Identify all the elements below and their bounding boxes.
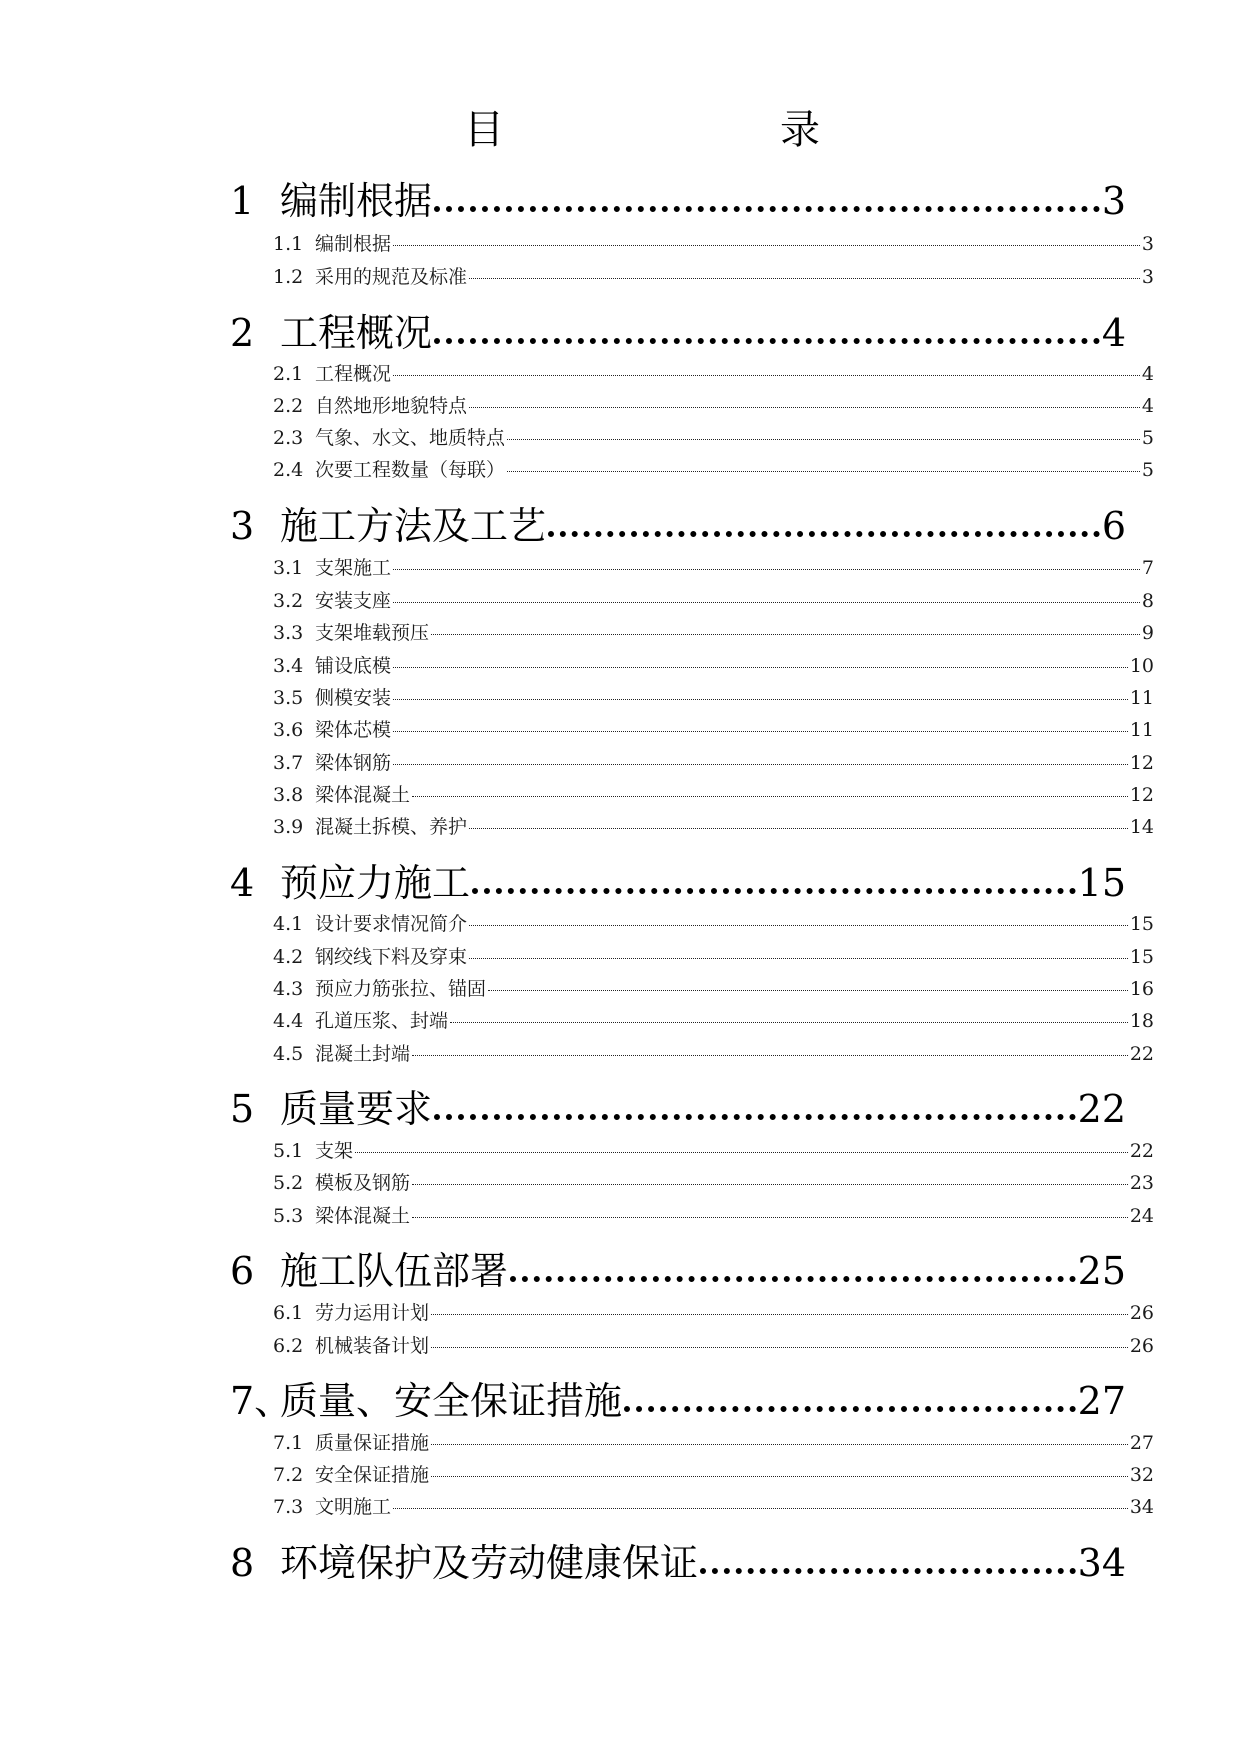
toc-entry-page-number: 32 — [1129, 1464, 1154, 1486]
toc-section-entry[interactable] — [273, 651, 1154, 681]
toc-entry-number: 2.4 — [273, 459, 304, 481]
toc-entry-title: 支架施工 — [315, 557, 392, 579]
toc-entry-number: 1.1 — [273, 233, 304, 255]
toc-entry-page-number: 15 — [1077, 861, 1126, 905]
toc-dot-leader — [507, 439, 1140, 440]
toc-dot-leader — [434, 206, 1100, 212]
toc-entry-page-number: 3 — [1101, 179, 1126, 223]
toc-entry-number: 7.2 — [273, 1464, 304, 1486]
toc-section-entry[interactable] — [273, 974, 1154, 1004]
toc-section-entry[interactable] — [273, 909, 1154, 939]
toc-entry-page-number: 9 — [1141, 622, 1154, 644]
toc-entry-title: 梁体混凝土 — [315, 784, 411, 806]
toc-entry-title: 预应力施工 — [280, 861, 471, 905]
toc-dot-leader — [393, 731, 1128, 732]
toc-entry-title: 气象、水文、地质特点 — [315, 427, 506, 449]
toc-dot-leader — [510, 1276, 1076, 1282]
toc-dot-leader — [412, 1184, 1128, 1185]
toc-entry-number: 3.1 — [273, 557, 304, 579]
toc-entry-title: 梁体混凝土 — [315, 1205, 411, 1227]
toc-dot-leader — [431, 1476, 1128, 1477]
toc-entry-number: 4.2 — [273, 946, 304, 968]
toc-entry-number: 2.3 — [273, 427, 304, 449]
toc-dot-leader — [431, 1347, 1128, 1348]
toc-entry-number: 5 — [230, 1087, 255, 1131]
toc-entry-title: 支架堆载预压 — [315, 622, 430, 644]
toc-section-entry[interactable] — [273, 586, 1154, 616]
toc-section-entry[interactable] — [273, 423, 1154, 453]
toc-entry-title: 自然地形地貌特点 — [315, 395, 468, 417]
toc-chapter-entry[interactable] — [230, 1078, 1126, 1134]
toc-entry-title: 机械装备计划 — [315, 1335, 430, 1357]
toc-section-entry[interactable] — [273, 1136, 1154, 1166]
toc-section-entry[interactable] — [273, 715, 1154, 745]
toc-entry-title: 施工队伍部署 — [280, 1249, 509, 1293]
toc-dot-leader — [431, 1314, 1128, 1315]
toc-entry-page-number: 23 — [1129, 1172, 1154, 1194]
toc-entry-title: 梁体芯模 — [315, 719, 392, 741]
toc-title-char-1: 目 — [464, 107, 504, 153]
toc-section-entry[interactable] — [273, 455, 1154, 485]
toc-dot-leader — [393, 569, 1140, 570]
toc-section-entry[interactable] — [273, 1460, 1154, 1490]
toc-entry-page-number: 16 — [1129, 978, 1154, 1000]
toc-entry-title: 编制根据 — [315, 233, 392, 255]
toc-dot-leader — [393, 1508, 1128, 1509]
toc-dot-leader — [431, 1444, 1128, 1445]
toc-entry-number: 7.3 — [273, 1496, 304, 1518]
toc-entry-page-number: 3 — [1141, 233, 1154, 255]
toc-entry-title: 预应力筋张拉、锚固 — [315, 978, 487, 1000]
toc-entry-page-number: 4 — [1101, 311, 1126, 355]
toc-section-entry[interactable] — [273, 1006, 1154, 1036]
toc-entry-number: 2 — [230, 311, 255, 355]
toc-entry-number: 6 — [230, 1249, 255, 1293]
toc-section-entry[interactable] — [273, 1331, 1154, 1361]
toc-entry-page-number: 26 — [1129, 1335, 1154, 1357]
toc-entry-number: 3.8 — [273, 784, 304, 806]
toc-dot-leader — [434, 338, 1100, 344]
toc-dot-leader — [469, 828, 1128, 829]
toc-entry-title: 支架 — [315, 1140, 354, 1162]
toc-entry-page-number: 18 — [1129, 1010, 1154, 1032]
toc-entry-number: 7、 — [230, 1379, 293, 1423]
toc-entry-title: 质量、安全保证措施 — [280, 1379, 623, 1423]
toc-section-entry[interactable] — [273, 1492, 1154, 1522]
toc-section-entry[interactable] — [273, 229, 1154, 259]
toc-section-entry[interactable] — [273, 942, 1154, 972]
toc-entry-page-number: 27 — [1077, 1379, 1126, 1423]
toc-entry-title: 工程概况 — [315, 363, 392, 385]
toc-entry-title: 劳力运用计划 — [315, 1302, 430, 1324]
toc-entry-number: 7.1 — [273, 1432, 304, 1454]
toc-entry-number: 6.2 — [273, 1335, 304, 1357]
toc-entry-page-number: 15 — [1129, 913, 1154, 935]
toc-title-char-2: 录 — [780, 107, 820, 153]
toc-dot-leader — [393, 667, 1128, 668]
toc-entry-number: 3.7 — [273, 752, 304, 774]
toc-section-entry[interactable] — [273, 1039, 1154, 1069]
toc-dot-leader — [469, 407, 1140, 408]
toc-entry-number: 6.1 — [273, 1302, 304, 1324]
toc-entry-page-number: 11 — [1129, 719, 1154, 741]
toc-dot-leader — [393, 375, 1140, 376]
toc-entry-title: 环境保护及劳动健康保证 — [280, 1541, 699, 1585]
toc-entry-number: 4.5 — [273, 1043, 304, 1065]
toc-chapter-entry[interactable] — [230, 1532, 1126, 1588]
toc-dot-leader — [393, 699, 1128, 700]
toc-entry-page-number: 14 — [1129, 816, 1154, 838]
toc-entry-title: 铺设底模 — [315, 655, 392, 677]
toc-entry-title: 梁体钢筋 — [315, 752, 392, 774]
toc-entry-title: 工程概况 — [280, 311, 433, 355]
toc-entry-title: 模板及钢筋 — [315, 1172, 411, 1194]
toc-chapter-entry[interactable] — [230, 1240, 1126, 1296]
toc-dot-leader — [624, 1406, 1076, 1412]
toc-entry-number: 1.2 — [273, 266, 304, 288]
toc-section-entry[interactable] — [273, 1201, 1154, 1231]
toc-chapter-entry[interactable] — [230, 170, 1126, 226]
toc-section-entry[interactable] — [273, 812, 1154, 842]
toc-dot-leader — [700, 1568, 1076, 1574]
toc-entry-page-number: 27 — [1129, 1432, 1154, 1454]
toc-entry-title: 安全保证措施 — [315, 1464, 430, 1486]
toc-entry-title: 钢绞线下料及穿束 — [315, 946, 468, 968]
toc-entry-title: 混凝土封端 — [315, 1043, 411, 1065]
toc-entry-number: 3.9 — [273, 816, 304, 838]
toc-entry-page-number: 34 — [1129, 1496, 1154, 1518]
toc-entry-page-number: 6 — [1101, 504, 1126, 548]
toc-dot-leader — [472, 888, 1076, 894]
toc-dot-leader — [412, 1217, 1128, 1218]
toc-entry-page-number: 22 — [1129, 1043, 1154, 1065]
toc-dot-leader — [393, 602, 1140, 603]
toc-section-entry[interactable] — [273, 618, 1154, 648]
toc-entry-title: 编制根据 — [280, 179, 433, 223]
toc-entry-title: 混凝土拆模、养护 — [315, 816, 468, 838]
toc-entry-number: 5.2 — [273, 1172, 304, 1194]
toc-entry-page-number: 11 — [1129, 687, 1154, 709]
toc-dot-leader — [412, 1055, 1128, 1056]
toc-section-entry[interactable] — [273, 391, 1154, 421]
toc-section-entry[interactable] — [273, 780, 1154, 810]
toc-dot-leader — [450, 1022, 1128, 1023]
toc-entry-page-number: 34 — [1077, 1541, 1126, 1585]
toc-dot-leader — [412, 796, 1128, 797]
toc-entry-number: 2.1 — [273, 363, 304, 385]
toc-section-entry[interactable] — [273, 359, 1154, 389]
toc-entry-title: 安装支座 — [315, 590, 392, 612]
toc-entry-number: 3.4 — [273, 655, 304, 677]
toc-entry-page-number: 25 — [1077, 1249, 1126, 1293]
toc-entry-number: 3 — [230, 504, 255, 548]
toc-chapter-entry[interactable] — [230, 852, 1126, 908]
toc-entry-number: 4 — [230, 861, 255, 905]
toc-dot-leader — [431, 634, 1140, 635]
toc-entry-page-number: 10 — [1129, 655, 1154, 677]
toc-chapter-entry[interactable] — [230, 1370, 1126, 1426]
toc-entry-title: 次要工程数量（每联） — [315, 459, 506, 481]
toc-entry-title: 质量要求 — [280, 1087, 433, 1131]
toc-chapter-entry[interactable] — [230, 302, 1126, 358]
toc-dot-leader — [434, 1114, 1076, 1120]
toc-entry-page-number: 3 — [1141, 266, 1154, 288]
toc-entry-page-number: 12 — [1129, 784, 1154, 806]
toc-chapter-entry[interactable] — [230, 495, 1126, 551]
toc-entry-page-number: 22 — [1129, 1140, 1154, 1162]
toc-dot-leader — [469, 958, 1128, 959]
toc-entry-page-number: 15 — [1129, 946, 1154, 968]
toc-dot-leader — [393, 245, 1140, 246]
toc-entry-page-number: 22 — [1077, 1087, 1126, 1131]
toc-entry-page-number: 4 — [1141, 363, 1154, 385]
toc-section-entry[interactable] — [273, 1428, 1154, 1458]
toc-dot-leader — [507, 471, 1140, 472]
toc-entry-title: 施工方法及工艺 — [280, 504, 547, 548]
toc-entry-title: 文明施工 — [315, 1496, 392, 1518]
toc-section-entry[interactable] — [273, 262, 1154, 292]
toc-entry-number: 4.1 — [273, 913, 304, 935]
toc-entry-page-number: 8 — [1141, 590, 1154, 612]
toc-dot-leader — [469, 925, 1128, 926]
toc-entry-number: 3.2 — [273, 590, 304, 612]
toc-section-entry[interactable] — [273, 683, 1154, 713]
toc-entry-title: 采用的规范及标准 — [315, 266, 468, 288]
toc-entry-title: 质量保证措施 — [315, 1432, 430, 1454]
toc-section-entry[interactable] — [273, 1298, 1154, 1328]
toc-entry-title: 孔道压浆、封端 — [315, 1010, 449, 1032]
toc-section-entry[interactable] — [273, 553, 1154, 583]
toc-entry-number: 5.1 — [273, 1140, 304, 1162]
toc-entry-title: 设计要求情况简介 — [315, 913, 468, 935]
toc-dot-leader — [488, 990, 1128, 991]
toc-entry-page-number: 5 — [1141, 459, 1154, 481]
toc-entry-page-number: 7 — [1141, 557, 1154, 579]
toc-dot-leader — [469, 278, 1140, 279]
toc-entry-page-number: 12 — [1129, 752, 1154, 774]
toc-entry-number: 4.3 — [273, 978, 304, 1000]
toc-entry-page-number: 4 — [1141, 395, 1154, 417]
toc-entry-page-number: 26 — [1129, 1302, 1154, 1324]
toc-entry-number: 3.3 — [273, 622, 304, 644]
toc-section-entry[interactable] — [273, 748, 1154, 778]
toc-entry-title: 侧模安装 — [315, 687, 392, 709]
toc-entry-number: 4.4 — [273, 1010, 304, 1032]
toc-dot-leader — [548, 531, 1100, 537]
toc-entry-number: 2.2 — [273, 395, 304, 417]
toc-entry-page-number: 5 — [1141, 427, 1154, 449]
toc-entry-number: 3.6 — [273, 719, 304, 741]
toc-dot-leader — [393, 764, 1128, 765]
toc-entry-number: 5.3 — [273, 1205, 304, 1227]
toc-entry-number: 8 — [230, 1541, 255, 1585]
toc-entry-number: 3.5 — [273, 687, 304, 709]
toc-entry-page-number: 24 — [1129, 1205, 1154, 1227]
toc-dot-leader — [355, 1152, 1128, 1153]
toc-section-entry[interactable] — [273, 1168, 1154, 1198]
toc-entry-number: 1 — [230, 179, 255, 223]
